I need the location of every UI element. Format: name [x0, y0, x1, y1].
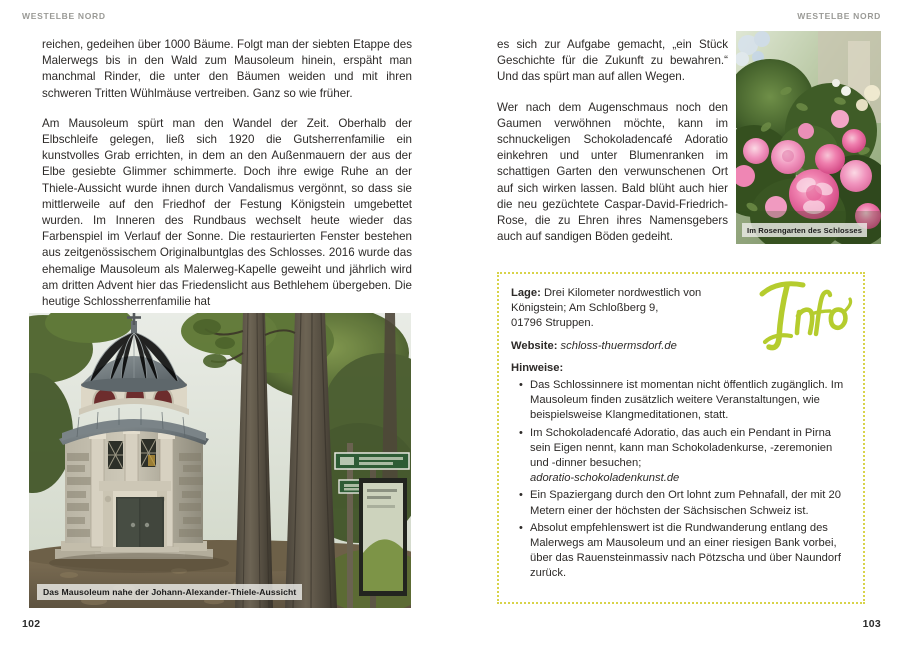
info-lage-line3: 01796 Struppen.: [511, 317, 594, 330]
list-item: • Das Schlossinnere ist momentan nicht öffentlich zugänglich. Im Mausoleum finden zusätzlich weitere Veranstaltungen, wie beispielsweise Klangmeditationen, statt.: [530, 378, 849, 424]
rosegarten-photo: [736, 31, 881, 244]
list-item: • Ein Spaziergang durch den Ort lohnt zum Pehnafall, der mit 20 Metern einer der höchsten der Sächsischen Schweiz ist.: [530, 488, 849, 518]
info-lage-value: Drei Kilometer nordwestlich von: [540, 287, 702, 299]
mausoleum-illustration: [29, 313, 411, 608]
info-lage-line2: Königstein; Am Schloßberg 9,: [511, 302, 659, 315]
rosegarten-photo-caption: Im Rosengarten des Schlosses: [742, 223, 867, 237]
info-website: [511, 339, 849, 354]
info-bullet-list: [511, 378, 849, 582]
info-website-label: Website:: [511, 339, 558, 352]
info-hinweise-label: Hinweise:: [511, 361, 564, 374]
list-item-text: Im Schokoladencafé Adoratio, das auch ein Pendant in Pirna sein Eigen nennt, kann man Schokoladenkurse, -zeremonien und -dinner besuchen;: [530, 426, 833, 470]
info-lage-label: Lage:: [511, 287, 541, 299]
mausoleum-photo-caption: Das Mausoleum nahe der Johann-Alexander-Thiele-Aussicht: [37, 584, 302, 600]
info-lage: [511, 286, 849, 332]
running-head-left: WESTELBE NORD: [22, 11, 106, 21]
folio-right: 103: [862, 618, 881, 630]
body-column-left: [42, 37, 412, 310]
adoratio-url[interactable]: adoratio-schokoladenkunst.de: [530, 472, 680, 485]
paragraph: reichen, gedeihen über 1000 Bäume. Folgt man der siebten Etappe des Malerwegs bis in den Wald zum Mausoleum hinein, erspäht man manchmal Rinder, die unter den Bäumen weiden und mit ihren schweren Tritten Wühlmäuse vertreiben. Ganz so wie früher.: [42, 38, 412, 100]
list-item: • Absolut empfehlenswert ist die Rundwanderung entlang des Malerwegs am Mausoleum und an einer riesigen Bank vorbei, über das Rauensteinmassiv nach Pötzscha und über Naundorf zurück.: [530, 521, 849, 582]
paragraph: es sich zur Aufgabe gemacht, „ein Stück Geschichte für die Zukunft zu bewahren.“ Und das spürt man auf allen Wegen.: [497, 38, 728, 84]
body-column-right: [497, 37, 728, 245]
folio-left: 102: [22, 618, 41, 630]
paragraph: Am Mausoleum spürt man den Wandel der Zeit. Oberhalb der Elbschleife gelegen, ließ sich 1920 die Gutsherrenfamilie ein kunstvolles Grab errichten, in dem an den Außenmauern der aus der Elbe gesiebte Glimmer schimmerte. Doch ihre ewige Ruhe an der Thiele-Aussicht wurde ihnen durch Vandalismus vergönnt, so dass sie mittlerweile auf den Friedhof der Festung Königstein umgebettet wurden. Im Inneren des Rundbaus wechselt heute wieder das Farbenspiel im Verlauf der Sonne. Die restaurierten Fenster bestehen aus zeitgenössischem Originalbuntglas des Schlosses. 2016 wurde das ehemalige Mausoleum als Malerweg-Kapelle geweiht und jährlich wird am dritten Advent hier das Friedenslicht aus Bethlehem übergeben. Die heutige Schlossherrenfamilie hat: [42, 116, 412, 309]
info-lage-line1: [511, 286, 849, 301]
rosegarden-illustration: [736, 31, 881, 244]
info-box: [497, 272, 865, 604]
mausoleum-photo: [29, 313, 411, 608]
info-website-url[interactable]: schloss-thuermsdorf.de: [557, 339, 677, 352]
running-head-right: WESTELBE NORD: [797, 11, 881, 21]
list-item: [530, 426, 849, 487]
paragraph: Wer nach dem Augenschmaus noch den Gaumen verwöhnen möchte, kann im schnuckeligen Schokoladencafé Adoratio einkehren und unter Blumenranken im schattigen Garten den verwunschenen Ort auf sich wirken lassen. Bald blüht auch hier die neu gezüchtete Caspar-David-Friedrich-Rose, die zu Ehren ihres Namensgebers auch auf sandigen Böden gedeiht.: [497, 100, 728, 244]
